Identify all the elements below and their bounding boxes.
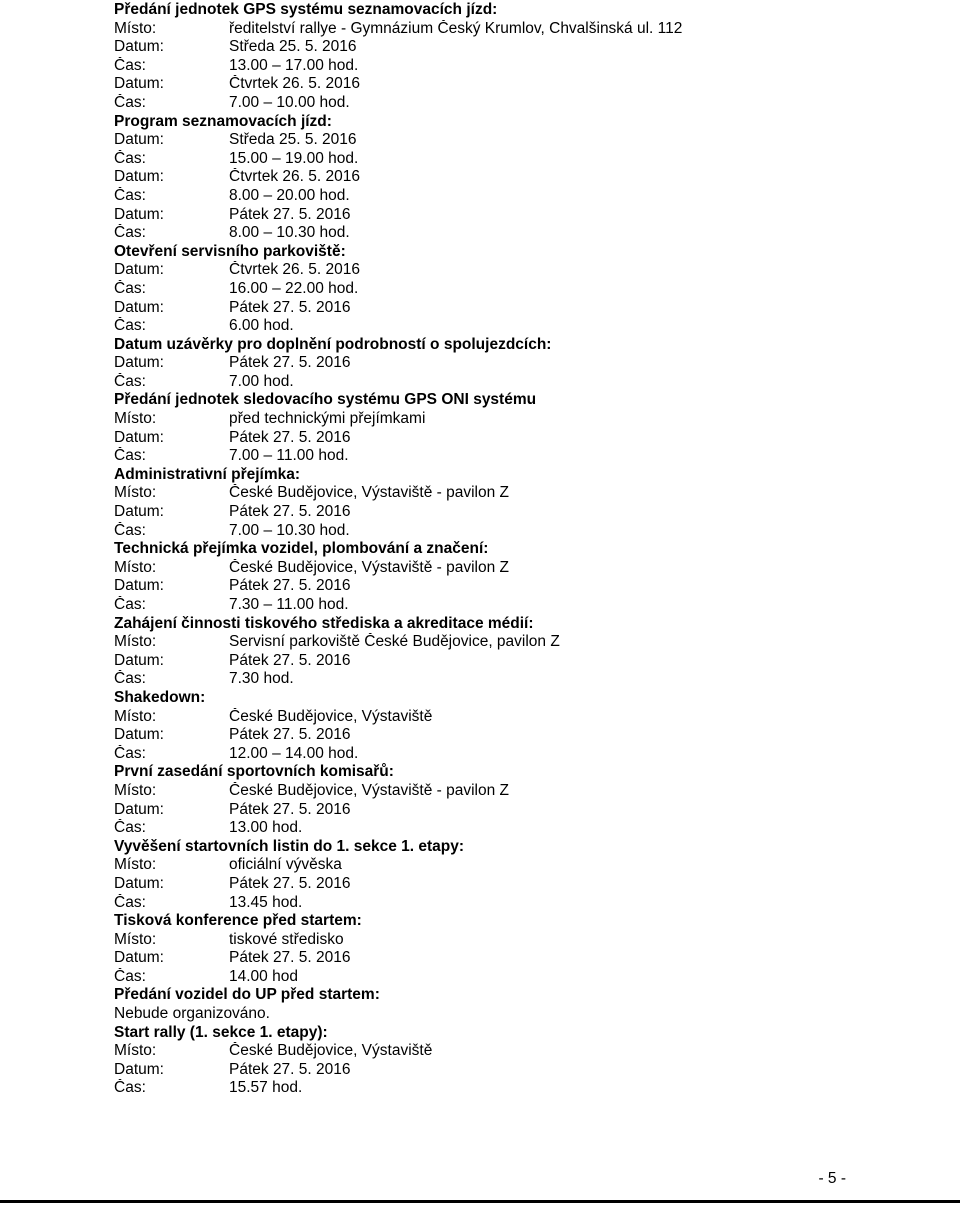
detail-row (114, 894, 934, 913)
detail-row (114, 745, 934, 764)
detail-row (114, 801, 934, 820)
section-heading: Tisková konference před startem: (114, 912, 362, 930)
detail-value: 7.30 hod. (229, 670, 294, 688)
detail-value: 13.45 hod. (229, 893, 303, 911)
detail-label: Čas: (114, 224, 146, 242)
detail-row (114, 354, 934, 373)
section-heading: Datum uzávěrky pro doplnění podrobností o spolujezdcích: (114, 335, 552, 353)
detail-row (114, 447, 934, 466)
detail-row (114, 1079, 934, 1098)
detail-label: Datum: (114, 949, 164, 967)
detail-label: Datum: (114, 168, 164, 186)
bottom-rule (0, 1200, 960, 1203)
detail-row (114, 280, 934, 299)
section-heading: Program seznamovacích jízd: (114, 112, 332, 130)
section-heading: Start rally (1. sekce 1. etapy): (114, 1023, 328, 1041)
detail-row (114, 670, 934, 689)
detail-value: 7.00 – 10.00 hod. (229, 93, 350, 111)
detail-label: Datum: (114, 38, 164, 56)
detail-row (114, 484, 934, 503)
detail-row (114, 75, 934, 94)
detail-label: Datum: (114, 651, 164, 669)
detail-row (114, 522, 934, 541)
detail-row (114, 206, 934, 225)
detail-value: České Budějovice, Výstaviště - pavilon Z (229, 484, 509, 502)
detail-row (114, 949, 934, 968)
section-heading: Předání vozidel do UP před startem: (114, 986, 380, 1004)
detail-value: ředitelství rallye - Gymnázium Český Krumlov, Chvalšinská ul. 112 (229, 19, 683, 37)
detail-label: Místo: (114, 781, 157, 799)
section-heading: Předání jednotek GPS systému seznamovacích jízd: (114, 1, 498, 18)
detail-row (114, 38, 934, 57)
detail-label: Místo: (114, 558, 157, 576)
section-heading: Vyvěšení startovních listin do 1. sekce 1. etapy: (114, 837, 465, 855)
detail-value: Pátek 27. 5. 2016 (229, 800, 351, 818)
detail-value: 12.00 – 14.00 hod. (229, 744, 359, 762)
detail-label: Datum: (114, 205, 164, 223)
detail-row (114, 187, 934, 206)
detail-value: 8.00 – 10.30 hod. (229, 224, 350, 242)
detail-label: Čas: (114, 279, 146, 297)
section-heading: Zahájení činnosti tiskového střediska a akreditace médií: (114, 614, 534, 632)
detail-label: Datum: (114, 503, 164, 521)
detail-label: Čas: (114, 317, 146, 335)
detail-row (114, 373, 934, 392)
detail-value: 7.00 – 10.30 hod. (229, 521, 350, 539)
detail-row (114, 299, 934, 318)
detail-row (114, 150, 934, 169)
detail-label: Datum: (114, 577, 164, 595)
detail-value: Čtvrtek 26. 5. 2016 (229, 75, 360, 93)
detail-row (114, 57, 934, 76)
detail-row (114, 94, 934, 113)
section-heading: Předání jednotek sledovacího systému GPS ONI systému (114, 391, 537, 409)
detail-value: 13.00 – 17.00 hod. (229, 56, 359, 74)
detail-label: Čas: (114, 521, 146, 539)
detail-value: 16.00 – 22.00 hod. (229, 279, 359, 297)
detail-label: Místo: (114, 856, 157, 874)
detail-value: Čtvrtek 26. 5. 2016 (229, 168, 360, 186)
detail-value: oficiální vývěska (229, 856, 342, 874)
detail-row (114, 633, 934, 652)
section-heading: Otevření servisního parkoviště: (114, 242, 346, 260)
detail-row (114, 559, 934, 578)
detail-row (114, 429, 934, 448)
detail-row (114, 224, 934, 243)
detail-label: Místo: (114, 19, 157, 37)
detail-row (114, 652, 934, 671)
detail-value: 13.00 hod. (229, 819, 303, 837)
detail-value: 7.00 – 11.00 hod. (229, 447, 349, 465)
detail-label: Čas: (114, 744, 146, 762)
detail-row (114, 20, 934, 39)
detail-label: Datum: (114, 874, 164, 892)
detail-value: Pátek 27. 5. 2016 (229, 651, 351, 669)
schedule-document (114, 0, 934, 1098)
detail-value: Pátek 27. 5. 2016 (229, 298, 351, 316)
detail-label: Čas: (114, 149, 146, 167)
detail-value: České Budějovice, Výstaviště - pavilon Z (229, 558, 509, 576)
section-heading: Technická přejímka vozidel, plombování a značení: (114, 540, 489, 558)
detail-row (114, 968, 934, 987)
detail-value: Pátek 27. 5. 2016 (229, 874, 351, 892)
detail-row (114, 856, 934, 875)
detail-row (114, 131, 934, 150)
detail-row (114, 317, 934, 336)
detail-value: 14.00 hod (229, 967, 298, 985)
detail-label: Místo: (114, 484, 157, 502)
detail-label: Místo: (114, 930, 157, 948)
detail-label: Místo: (114, 633, 157, 651)
detail-value: Pátek 27. 5. 2016 (229, 1060, 351, 1078)
detail-value: 7.30 – 11.00 hod. (229, 596, 349, 613)
detail-row (114, 503, 934, 522)
detail-row (114, 410, 934, 429)
detail-row (114, 1042, 934, 1061)
detail-label: Čas: (114, 56, 146, 74)
detail-row (114, 1061, 934, 1080)
detail-value: 15.57 hod. (229, 1079, 303, 1097)
text-line: Nebude organizováno. (114, 1005, 270, 1023)
detail-row (114, 782, 934, 801)
detail-label: Čas: (114, 447, 146, 465)
detail-value: tiskové středisko (229, 930, 344, 948)
detail-row (114, 596, 934, 615)
detail-value: Pátek 27. 5. 2016 (229, 354, 351, 372)
detail-label: Datum: (114, 800, 164, 818)
detail-label: Datum: (114, 75, 164, 93)
detail-value: Středa 25. 5. 2016 (229, 38, 357, 56)
detail-row (114, 261, 934, 280)
detail-value: Pátek 27. 5. 2016 (229, 577, 351, 595)
detail-label: Datum: (114, 428, 164, 446)
detail-value: Servisní parkoviště České Budějovice, pavilon Z (229, 633, 560, 651)
section-heading: Administrativní přejímka: (114, 465, 301, 483)
detail-value: České Budějovice, Výstaviště (229, 1042, 433, 1060)
detail-row (114, 577, 934, 596)
detail-value: Pátek 27. 5. 2016 (229, 428, 351, 446)
detail-label: Čas: (114, 893, 146, 911)
detail-value: 8.00 – 20.00 hod. (229, 186, 350, 204)
detail-value: České Budějovice, Výstaviště (229, 707, 433, 725)
detail-label: Datum: (114, 131, 164, 149)
detail-label: Čas: (114, 670, 146, 688)
detail-label: Datum: (114, 726, 164, 744)
detail-value: České Budějovice, Výstaviště - pavilon Z (229, 781, 509, 799)
page-number: - 5 - (818, 1170, 846, 1187)
detail-label: Místo: (114, 1042, 157, 1060)
detail-value: 7.00 hod. (229, 372, 294, 390)
detail-row (114, 875, 934, 894)
detail-row (114, 931, 934, 950)
section-heading: Shakedown: (114, 688, 206, 706)
detail-label: Čas: (114, 596, 146, 613)
detail-label: Čas: (114, 372, 146, 390)
detail-value: 15.00 – 19.00 hod. (229, 149, 359, 167)
detail-label: Čas: (114, 93, 146, 111)
detail-label: Místo: (114, 707, 157, 725)
detail-value: Čtvrtek 26. 5. 2016 (229, 261, 360, 279)
detail-label: Čas: (114, 186, 146, 204)
detail-label: Čas: (114, 819, 146, 837)
detail-label: Místo: (114, 410, 157, 428)
detail-label: Čas: (114, 1079, 146, 1097)
detail-value: před technickými přejímkami (229, 410, 426, 428)
detail-value: Pátek 27. 5. 2016 (229, 726, 351, 744)
detail-value: Pátek 27. 5. 2016 (229, 503, 351, 521)
detail-value: Pátek 27. 5. 2016 (229, 205, 351, 223)
section-heading: První zasedání sportovních komisařů: (114, 763, 394, 781)
detail-value: 6.00 hod. (229, 317, 294, 335)
detail-row (114, 819, 934, 838)
detail-row (114, 708, 934, 727)
detail-row (114, 726, 934, 745)
detail-value: Pátek 27. 5. 2016 (229, 949, 351, 967)
detail-label: Datum: (114, 261, 164, 279)
detail-label: Datum: (114, 1060, 164, 1078)
detail-value: Středa 25. 5. 2016 (229, 131, 357, 149)
detail-label: Datum: (114, 298, 164, 316)
detail-label: Datum: (114, 354, 164, 372)
detail-label: Čas: (114, 967, 146, 985)
detail-row (114, 168, 934, 187)
